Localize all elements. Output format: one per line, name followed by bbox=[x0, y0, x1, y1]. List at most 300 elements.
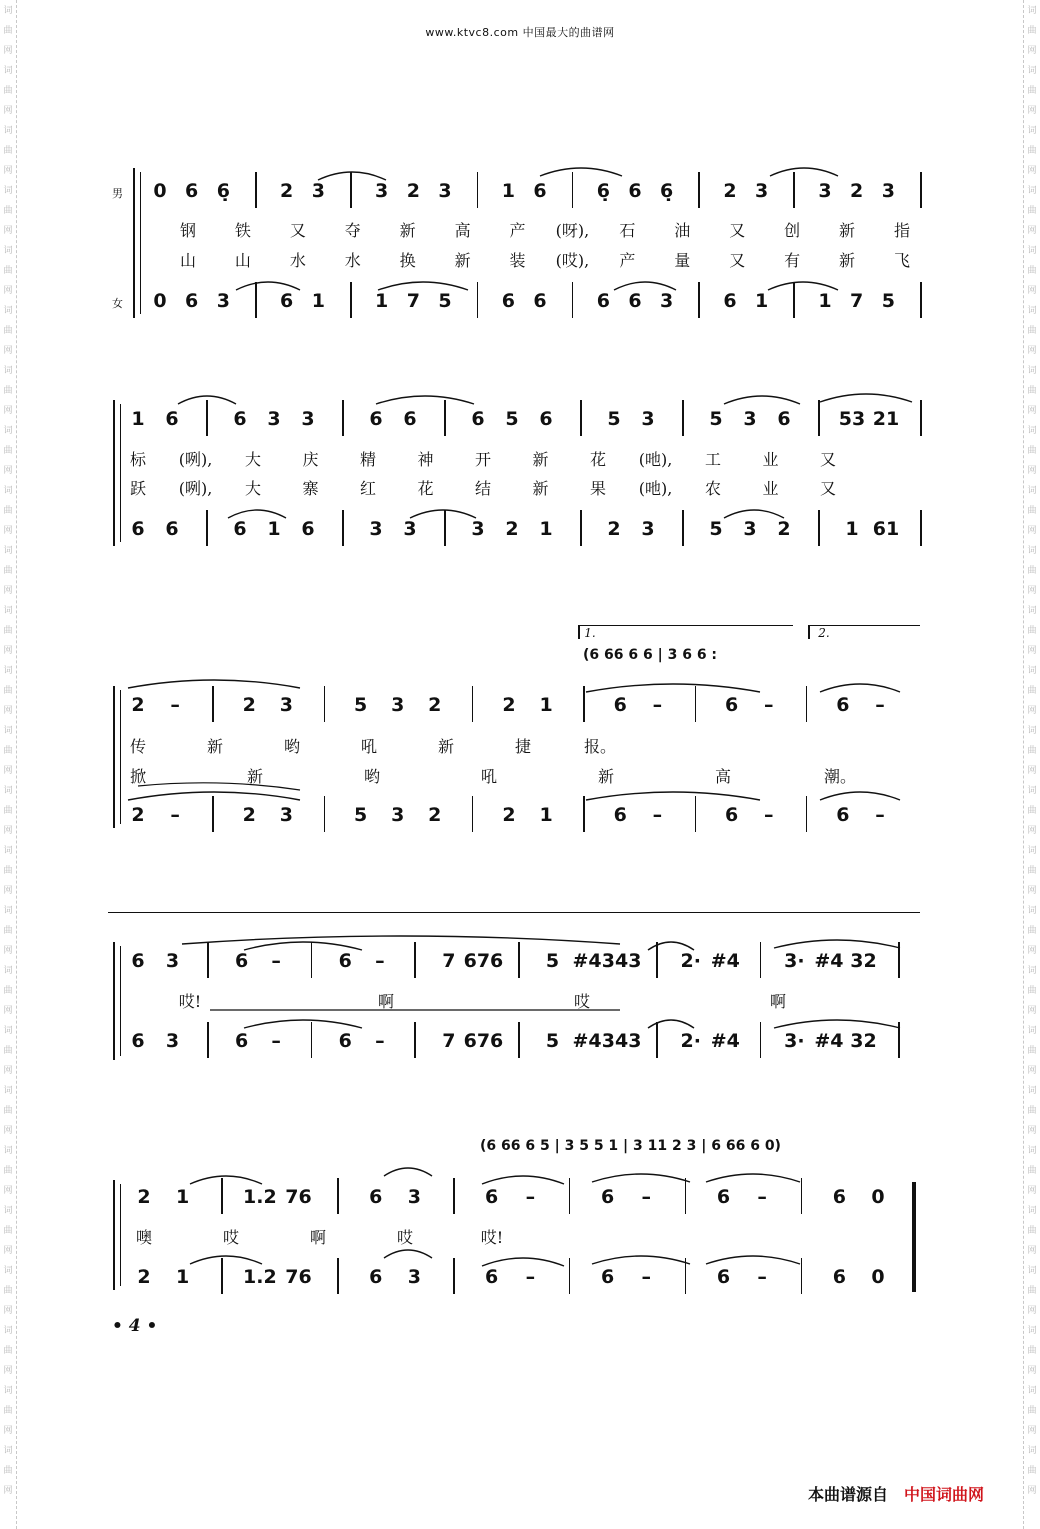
lyrics-verse-1 bbox=[0, 989, 1040, 1029]
watermark-char: 曲 bbox=[3, 446, 13, 456]
note: 3 bbox=[755, 180, 769, 202]
note: 3 bbox=[301, 408, 315, 430]
note: 0 bbox=[871, 1266, 885, 1288]
watermark-char: 词 bbox=[3, 546, 13, 556]
barline bbox=[472, 796, 474, 832]
lyric-syllable: 大 bbox=[244, 479, 262, 498]
watermark-char: 网 bbox=[3, 406, 13, 416]
watermark-char: 网 bbox=[3, 826, 13, 836]
note: 6 bbox=[836, 694, 850, 716]
lyric-syllable: 山 bbox=[234, 251, 251, 270]
watermark-char: 词 bbox=[1027, 546, 1037, 556]
note: 6 bbox=[485, 1266, 499, 1288]
note: 6 bbox=[600, 1186, 615, 1208]
note: 6 bbox=[369, 408, 383, 430]
lyric-syllable: 花 bbox=[589, 450, 607, 469]
lyric-syllable: 开 bbox=[474, 450, 492, 469]
note: 5 bbox=[353, 804, 368, 826]
lyric-syllable: 水 bbox=[344, 251, 361, 270]
note: – bbox=[652, 694, 663, 716]
watermark-char: 网 bbox=[1027, 1006, 1037, 1016]
note: 53 bbox=[838, 408, 866, 430]
lyric-syllable: 新 bbox=[437, 737, 455, 756]
watermark-char: 曲 bbox=[1027, 1166, 1037, 1176]
note: 2 bbox=[428, 804, 442, 826]
page-number: • 4 • bbox=[112, 1316, 158, 1336]
barline bbox=[342, 400, 344, 436]
note: 1 bbox=[845, 518, 859, 540]
note: 343 bbox=[601, 950, 642, 972]
note: 2· bbox=[680, 1030, 701, 1052]
note: 0 bbox=[153, 180, 167, 202]
note: 3 bbox=[743, 518, 757, 540]
barline bbox=[685, 1178, 687, 1214]
lyric-syllable: 传 bbox=[129, 737, 147, 756]
note: 676 bbox=[463, 1030, 504, 1052]
watermark-char: 词 bbox=[3, 426, 13, 436]
lyric-syllable: 精 bbox=[359, 450, 377, 469]
barline bbox=[477, 282, 479, 318]
barline bbox=[311, 942, 313, 978]
watermark-char: 网 bbox=[1027, 526, 1037, 536]
watermark-char: 网 bbox=[3, 106, 13, 116]
lyric-syllable: 农 bbox=[704, 479, 722, 498]
note: 7 bbox=[442, 1030, 456, 1052]
male-part-row bbox=[0, 1186, 1040, 1226]
note: 676 bbox=[463, 950, 504, 972]
note: – bbox=[763, 804, 774, 826]
note: 0 bbox=[153, 290, 167, 312]
female-part-row bbox=[0, 1030, 1040, 1070]
note: 6 bbox=[369, 1266, 383, 1288]
barline bbox=[477, 172, 479, 208]
watermark-char: 词 bbox=[3, 1386, 13, 1396]
lyric-syllable: 工 bbox=[704, 450, 722, 469]
lyric-syllable: 新 bbox=[532, 479, 549, 498]
lyric-syllable: 吼 bbox=[480, 767, 498, 786]
watermark-char: 网 bbox=[3, 286, 13, 296]
watermark-char: 词 bbox=[1027, 306, 1037, 316]
watermark-char: 曲 bbox=[1027, 86, 1037, 96]
slur-arc bbox=[128, 680, 300, 688]
watermark-char: 网 bbox=[1027, 346, 1037, 356]
barline bbox=[682, 510, 684, 546]
lyric-syllable: 又 bbox=[289, 221, 306, 240]
lyrics-verse-1 bbox=[0, 1225, 1040, 1265]
footer-label: 本曲谱源自 bbox=[808, 1485, 889, 1504]
lyric-syllable: 产 bbox=[619, 251, 636, 270]
watermark-char: 网 bbox=[3, 1246, 13, 1256]
female-part-row bbox=[0, 290, 1040, 330]
lyric-syllable: 果 bbox=[589, 479, 607, 498]
barline bbox=[898, 942, 900, 978]
watermark-char: 网 bbox=[1027, 466, 1037, 476]
note: 6 bbox=[533, 290, 547, 312]
note: 2 bbox=[131, 694, 145, 716]
note: 1.2 bbox=[243, 1186, 277, 1208]
lyric-syllable: 又 bbox=[819, 450, 837, 469]
voice-label-male: 男 bbox=[112, 187, 123, 200]
note: 1 bbox=[755, 290, 769, 312]
note: 6 bbox=[613, 804, 627, 826]
male-part-row bbox=[0, 180, 1040, 220]
lyrics-verse-2 bbox=[0, 476, 1040, 516]
note: 7 bbox=[850, 290, 864, 312]
slur-arc bbox=[384, 1168, 432, 1176]
note: 6 bbox=[628, 180, 642, 202]
note: 6 bbox=[185, 180, 199, 202]
note: 6 bbox=[716, 1266, 731, 1288]
lyric-syllable: 寨 bbox=[302, 479, 319, 498]
note: #4 bbox=[572, 1030, 602, 1052]
barline bbox=[255, 282, 257, 318]
instrumental-outro: (6 66 6 5 | 3 5 5 1 | 3 11 2 3 | 6 66 6 0) bbox=[480, 1138, 781, 1154]
note: 2 bbox=[428, 694, 442, 716]
note: 5 bbox=[353, 694, 368, 716]
watermark-char: 网 bbox=[1027, 166, 1037, 176]
lyric-syllable: 换 bbox=[399, 251, 416, 270]
watermark-char: 词 bbox=[1027, 366, 1037, 376]
watermark-char: 曲 bbox=[3, 1226, 13, 1236]
lyric-syllable: (咧), bbox=[178, 450, 213, 469]
watermark-char: 词 bbox=[1027, 1266, 1037, 1276]
lyrics-verse-2 bbox=[0, 248, 1040, 288]
watermark-char: 词 bbox=[1027, 186, 1037, 196]
lyric-syllable: 吼 bbox=[360, 737, 378, 756]
watermark-char: 网 bbox=[3, 526, 13, 536]
watermark-char: 曲 bbox=[1027, 26, 1037, 36]
watermark-char: 网 bbox=[3, 1006, 13, 1016]
watermark-char: 网 bbox=[1027, 1486, 1037, 1496]
note: 6 bbox=[613, 694, 627, 716]
lyric-syllable: 新 bbox=[597, 767, 615, 786]
slur-arc bbox=[482, 1176, 564, 1184]
barline bbox=[920, 510, 922, 546]
note: – bbox=[375, 1030, 385, 1052]
note: 3 bbox=[369, 518, 383, 540]
note: 1 bbox=[539, 518, 553, 540]
note: 6̣ bbox=[216, 180, 230, 202]
barline bbox=[656, 1022, 658, 1058]
watermark-char: 网 bbox=[3, 1486, 13, 1496]
note: 6 bbox=[777, 408, 791, 430]
note: 3 bbox=[375, 180, 389, 202]
note: 6 bbox=[539, 408, 553, 430]
watermark-char: 词 bbox=[3, 906, 13, 916]
watermark-char: 词 bbox=[3, 1266, 13, 1276]
note: – bbox=[525, 1186, 536, 1208]
watermark-char: 曲 bbox=[3, 86, 13, 96]
barline bbox=[569, 1258, 571, 1294]
barline bbox=[414, 942, 416, 978]
note: 3 bbox=[818, 180, 832, 202]
note: 6 bbox=[723, 290, 737, 312]
watermark-char: 词 bbox=[1027, 1146, 1037, 1156]
watermark-char: 词 bbox=[3, 1326, 13, 1336]
note: 1 bbox=[131, 408, 145, 430]
note: 61 bbox=[872, 518, 900, 540]
barline bbox=[444, 510, 446, 546]
note: – bbox=[652, 804, 663, 826]
note: 343 bbox=[601, 1030, 642, 1052]
watermark-char: 词 bbox=[3, 1206, 13, 1216]
lyric-syllable: 又 bbox=[819, 479, 837, 498]
watermark-char: 词 bbox=[3, 1026, 13, 1036]
note: 6 bbox=[724, 694, 739, 716]
note: 2 bbox=[406, 180, 420, 202]
note: 6 bbox=[338, 950, 352, 972]
note: 5 bbox=[438, 290, 452, 312]
slur-arc bbox=[540, 168, 622, 176]
lyric-syllable: 飞 bbox=[893, 251, 911, 270]
lyric-syllable: 量 bbox=[674, 251, 691, 270]
note: 6 bbox=[235, 1030, 249, 1052]
barline bbox=[695, 686, 697, 722]
watermark-char: 词 bbox=[1027, 1086, 1037, 1096]
note: 5 bbox=[881, 290, 895, 312]
slur-arc bbox=[244, 942, 362, 950]
lyric-syllable: 装 bbox=[509, 251, 526, 270]
note: 2 bbox=[242, 694, 256, 716]
watermark-char: 词 bbox=[3, 726, 13, 736]
barline bbox=[898, 1022, 900, 1058]
lyric-syllable: 跃 bbox=[129, 479, 147, 498]
lyric-syllable: 山 bbox=[179, 251, 197, 270]
lyric-syllable: 哎! bbox=[480, 1228, 504, 1247]
watermark-char: 词 bbox=[1027, 726, 1037, 736]
footer-brand-link[interactable]: 中国词曲网 bbox=[904, 1485, 985, 1504]
lyric-syllable: 啊 bbox=[769, 992, 787, 1011]
watermark-char: 网 bbox=[1027, 826, 1037, 836]
note: 1.2 bbox=[243, 1266, 277, 1288]
watermark-char: 曲 bbox=[1027, 1106, 1037, 1116]
note: 6 bbox=[301, 518, 315, 540]
slur-arc bbox=[182, 936, 620, 944]
watermark-char: 曲 bbox=[1027, 806, 1037, 816]
watermark-char: 曲 bbox=[3, 1406, 13, 1416]
note: 1 bbox=[501, 180, 515, 202]
note: 2 bbox=[137, 1186, 151, 1208]
watermark-char: 词 bbox=[3, 366, 13, 376]
lyric-syllable: 标 bbox=[129, 450, 147, 469]
watermark-char: 词 bbox=[1027, 846, 1037, 856]
source-footer bbox=[808, 1482, 984, 1505]
barline bbox=[518, 1022, 520, 1058]
note: 1 bbox=[818, 290, 832, 312]
lyric-syllable: 钢 bbox=[179, 221, 197, 240]
note: – bbox=[875, 694, 885, 716]
note: 2 bbox=[723, 180, 737, 202]
lyric-syllable: 潮。 bbox=[823, 767, 857, 786]
barline bbox=[920, 172, 922, 208]
note: – bbox=[170, 694, 180, 716]
watermark-char: 网 bbox=[1027, 1066, 1037, 1076]
note: 5 bbox=[709, 408, 723, 430]
watermark-char: 曲 bbox=[3, 986, 13, 996]
lyric-syllable: 新 bbox=[246, 767, 264, 786]
note: 3 bbox=[403, 518, 417, 540]
final-barline bbox=[912, 1182, 916, 1292]
note: 6 bbox=[131, 1030, 145, 1052]
watermark-char: 曲 bbox=[3, 386, 13, 396]
note: 7 bbox=[442, 950, 456, 972]
note: 3· bbox=[784, 950, 805, 972]
note: 6 bbox=[185, 290, 199, 312]
watermark-char: 曲 bbox=[3, 206, 13, 216]
lyric-syllable: 新 bbox=[399, 221, 416, 240]
note: 6 bbox=[533, 180, 547, 202]
note: – bbox=[763, 694, 774, 716]
note: – bbox=[757, 1266, 767, 1288]
barline bbox=[685, 1258, 687, 1294]
watermark-char: 曲 bbox=[1027, 1286, 1037, 1296]
barline bbox=[206, 400, 208, 436]
watermark-char: 词 bbox=[1027, 66, 1037, 76]
barline bbox=[444, 400, 446, 436]
barline bbox=[453, 1258, 455, 1294]
note: 6 bbox=[235, 950, 249, 972]
watermark-char: 曲 bbox=[1027, 686, 1037, 696]
watermark-char: 曲 bbox=[1027, 326, 1037, 336]
barline bbox=[221, 1258, 223, 1294]
watermark-char: 曲 bbox=[1027, 1406, 1037, 1416]
barline bbox=[324, 686, 326, 722]
watermark-char: 曲 bbox=[3, 1286, 13, 1296]
barline bbox=[324, 796, 326, 832]
male-part-row bbox=[0, 950, 1040, 990]
watermark-char: 词 bbox=[3, 846, 13, 856]
note: 6 bbox=[369, 1186, 383, 1208]
note: – bbox=[641, 1186, 651, 1208]
barline bbox=[350, 282, 352, 318]
note: – bbox=[757, 1186, 767, 1208]
watermark-char: 网 bbox=[3, 166, 13, 176]
note: 1 bbox=[176, 1186, 190, 1208]
lyric-syllable: 又 bbox=[729, 251, 746, 270]
watermark-char: 曲 bbox=[1027, 446, 1037, 456]
watermark-char: 曲 bbox=[3, 26, 13, 36]
slur-arc bbox=[820, 394, 912, 402]
female-part-row bbox=[0, 1266, 1040, 1306]
watermark-char: 网 bbox=[1027, 1126, 1037, 1136]
lyric-syllable: 哎 bbox=[396, 1228, 414, 1247]
lyric-syllable: 有 bbox=[784, 251, 801, 270]
note: 3 bbox=[267, 408, 281, 430]
watermark-char: 网 bbox=[3, 586, 13, 596]
watermark-char: 曲 bbox=[3, 626, 13, 636]
slur-arc bbox=[774, 940, 900, 948]
watermark-char: 网 bbox=[1027, 1306, 1037, 1316]
note: 3 bbox=[881, 180, 895, 202]
watermark-char: 词 bbox=[3, 966, 13, 976]
watermark-char: 曲 bbox=[3, 1346, 13, 1356]
note: 6 bbox=[628, 290, 642, 312]
lyric-syllable: 指 bbox=[893, 221, 911, 240]
note: 6 bbox=[485, 1186, 499, 1208]
note: 2 bbox=[777, 518, 791, 540]
barline bbox=[698, 282, 700, 318]
slur-arc bbox=[376, 396, 474, 404]
note: 3 bbox=[407, 1266, 422, 1288]
note: 6 bbox=[596, 290, 610, 312]
watermark-char: 曲 bbox=[3, 1466, 13, 1476]
watermark-char: 曲 bbox=[3, 746, 13, 756]
watermark-char: 曲 bbox=[1027, 626, 1037, 636]
watermark-char: 曲 bbox=[1027, 986, 1037, 996]
barline bbox=[818, 510, 820, 546]
note: 6 bbox=[338, 1030, 352, 1052]
watermark-char: 网 bbox=[3, 346, 13, 356]
watermark-char: 词 bbox=[1027, 786, 1037, 796]
watermark-char: 词 bbox=[1027, 966, 1037, 976]
barline bbox=[414, 1022, 416, 1058]
watermark-char: 网 bbox=[1027, 766, 1037, 776]
note: 5 bbox=[545, 1030, 560, 1052]
note: 1 bbox=[375, 290, 389, 312]
barline bbox=[580, 400, 582, 436]
note: 76 bbox=[285, 1186, 312, 1208]
watermark-char: 词 bbox=[1027, 126, 1037, 136]
watermark-char: 网 bbox=[3, 946, 13, 956]
lyric-syllable: (咧), bbox=[178, 479, 213, 498]
lyric-syllable: 新 bbox=[454, 251, 471, 270]
lyric-syllable: 水 bbox=[289, 251, 306, 270]
barline bbox=[920, 282, 922, 318]
note: 1 bbox=[311, 290, 325, 312]
watermark-char: 网 bbox=[1027, 406, 1037, 416]
note: – bbox=[525, 1266, 536, 1288]
barline bbox=[583, 686, 585, 722]
lyric-syllable: (哎), bbox=[555, 251, 590, 270]
barline bbox=[221, 1178, 223, 1214]
barline bbox=[212, 686, 214, 722]
watermark-char: 曲 bbox=[1027, 266, 1037, 276]
lyric-syllable: 创 bbox=[784, 221, 801, 240]
watermark-char: 网 bbox=[1027, 46, 1037, 56]
lyric-syllable: 啊 bbox=[377, 992, 395, 1011]
male-part-row bbox=[0, 694, 1040, 734]
note: 2 bbox=[505, 518, 519, 540]
note: 1 bbox=[176, 1266, 190, 1288]
note: 6 bbox=[724, 804, 739, 826]
watermark-char: 曲 bbox=[1027, 206, 1037, 216]
lyric-syllable: 哎 bbox=[222, 1228, 240, 1247]
lyric-syllable: 花 bbox=[417, 479, 434, 498]
note: – bbox=[271, 950, 281, 972]
watermark-char: 词 bbox=[3, 66, 13, 76]
slur-arc bbox=[592, 1174, 690, 1182]
note: 3 bbox=[391, 694, 405, 716]
note: 6 bbox=[403, 408, 417, 430]
note: 3 bbox=[641, 518, 655, 540]
lyric-syllable: 新 bbox=[532, 450, 549, 469]
lyric-syllable: 哟 bbox=[283, 737, 301, 756]
lyric-syllable: (呀), bbox=[555, 221, 590, 240]
note: 5 bbox=[545, 950, 560, 972]
volta-1-label: 1. bbox=[584, 626, 596, 640]
lyric-syllable: 夺 bbox=[344, 221, 361, 240]
slur-arc bbox=[724, 396, 800, 404]
note: 5 bbox=[709, 518, 723, 540]
note: 6 bbox=[165, 518, 179, 540]
watermark-char: 词 bbox=[1027, 1026, 1037, 1036]
voice-label-female: 女 bbox=[112, 297, 123, 310]
watermark-char: 网 bbox=[1027, 706, 1037, 716]
watermark-char: 词 bbox=[1027, 486, 1037, 496]
note: 3· bbox=[784, 1030, 805, 1052]
slur-arc bbox=[820, 684, 900, 692]
barline bbox=[572, 282, 574, 318]
